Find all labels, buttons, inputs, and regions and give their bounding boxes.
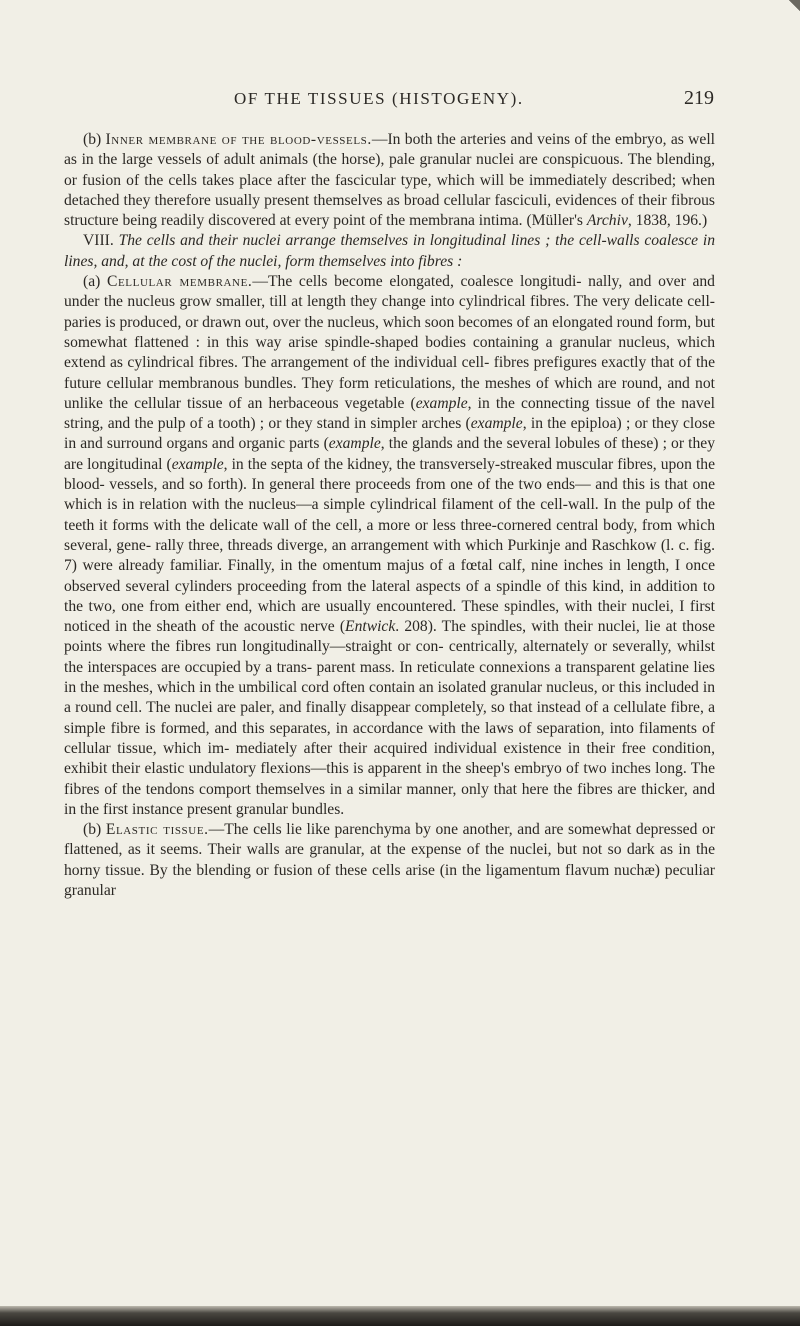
paragraph-text: , in the epiploa) ; or they close in and surround organs and organic parts ( <box>64 415 715 453</box>
paragraph-text: , the glands and the several lobules of these) ; or they are longitudinal ( <box>64 435 716 473</box>
italic-example: example <box>470 415 523 433</box>
paragraph-text: —In both the arteries and veins of the embryo, as well as in the large vessels of adult animals (the horse), pale granular nuclei are conspicuous. The blending, or fusion of the cells takes place after the fascicular type, which will be immediately described; when detached they therefore usually present themselves as broad cellular fasciculi, evidences of their fibrous structure being readily discovered at every point of the membrana intima. (Müller's <box>64 131 715 230</box>
paragraph-cellular-membrane <box>64 272 715 820</box>
section-statement: The cells and their nuclei arrange themselves in longitudinal lines ; the cell-walls coalesce in lines, and, at the cost of the nuclei, form themselves into fibres : <box>64 232 715 270</box>
italic-citation: Archiv <box>586 212 628 230</box>
section-numeral: VIII. <box>83 232 114 250</box>
paragraph-text: , in the connecting tissue of the navel string, and the pulp of a tooth) ; or they stand in simpler arches ( <box>64 394 715 433</box>
body-text <box>64 130 715 901</box>
page-bottom-edge <box>0 1306 800 1326</box>
italic-example: example <box>415 394 468 412</box>
page-number: 219 <box>684 87 714 109</box>
paragraph-text: —The cells become elongated, coalesce longitudi- nally, and over and under the nucleus grow smaller, till at length they change into cylindrical fibres. The very delicate cell-paries is produced, or drawn out, over the nucleus, which soon becomes of an elongated round form, but somewhat flattened : in this way arise spindle-shaped bodies containing a granular nucleus, which extend as cylindrical fibres. The arrangement of the individual cell- fibres prefigures exactly that of the future cellular membranous bundles. They form reticulations, the meshes of which are round, and not unlike the cellular tissue of an herbaceous vegetable ( <box>64 273 715 412</box>
section-heading: Inner membrane of the blood-vessels. <box>105 131 372 148</box>
paragraph-text: . 208). The spindles, with their nuclei, lie at those points where the fibres run longitudinally—straight or con- centrically, alternately or severally, whilst the interspaces are occupied by a trans- parent mass. In reticulate connexions a transparent gelatine lies in the meshes, which in the umbilical cord often contain an isolated granular nucleus, or this included in a round cell. The nuclei are paler, and finally disappear completely, so that instead of a cellulate fibre, a simple fibre is formed, and this separates, in accordance with the laws of separation, into filaments of cellular tissue, which im- mediately after their acquired individual existence in their free condition, exhibit their elastic undulatory flexions—this is apparent in the sheep's embryo of two inches long. The fibres of the tendons comport themselves in a similar manner, only that here the fibres are thicker, and in the first instance present granular bundles. <box>64 618 716 818</box>
running-head: OF THE TISSUES (HISTOGENY). <box>234 89 524 108</box>
section-heading: Elastic tissue. <box>105 821 209 839</box>
section-heading: Cellular membrane. <box>106 273 253 291</box>
paragraph-viii <box>64 231 715 272</box>
paragraph-label: (b) <box>83 821 102 839</box>
paragraph-label: (a) <box>83 273 101 291</box>
italic-example: example <box>328 435 381 453</box>
italic-citation: Entwick <box>345 618 396 636</box>
paragraph-inner-membrane <box>64 130 715 231</box>
paragraph-text: , in the septa of the kidney, the transversely-streaked muscular fibres, upon the blood- vessels, and so forth). In general there proceeds from one of the two ends— and this is that one which is in relation with the nucleus—a simple cylindrical filament of the cell-wall. In the pulp of the teeth it forms with the delicate wall of the cell, a more or less three-cornered central body, from which several, gene- rally three, threads diverge, an arrangement with which Purkinje and Raschkow (l. c. fig. 7) were already familiar. Finally, in the omentum majus of a fœtal calf, nine inches in length, I once observed several cylinders proceeding from the lateral aspects of a spindle of this kind, in addition to the two, one from either end, which are usually encountered. These spindles, with their nuclei, I first noticed in the sheath of the acoustic nerve ( <box>64 455 715 636</box>
paragraph-text: —The cells lie like parenchyma by one another, and are somewhat depressed or flattened, as it seems. Their walls are granular, at the expense of the nuclei, but not so dark as in the horny tissue. By the blending or fusion of these cells arise (in the ligamentum flavum nuchæ) peculiar granular <box>64 821 715 899</box>
paragraph-label: (b) <box>83 131 102 148</box>
paragraph-elastic-tissue <box>64 820 715 901</box>
italic-example: example <box>171 455 224 473</box>
page-corner-mark <box>786 0 800 14</box>
paragraph-text: , 1838, 196.) <box>627 212 708 230</box>
page-header <box>0 89 800 119</box>
